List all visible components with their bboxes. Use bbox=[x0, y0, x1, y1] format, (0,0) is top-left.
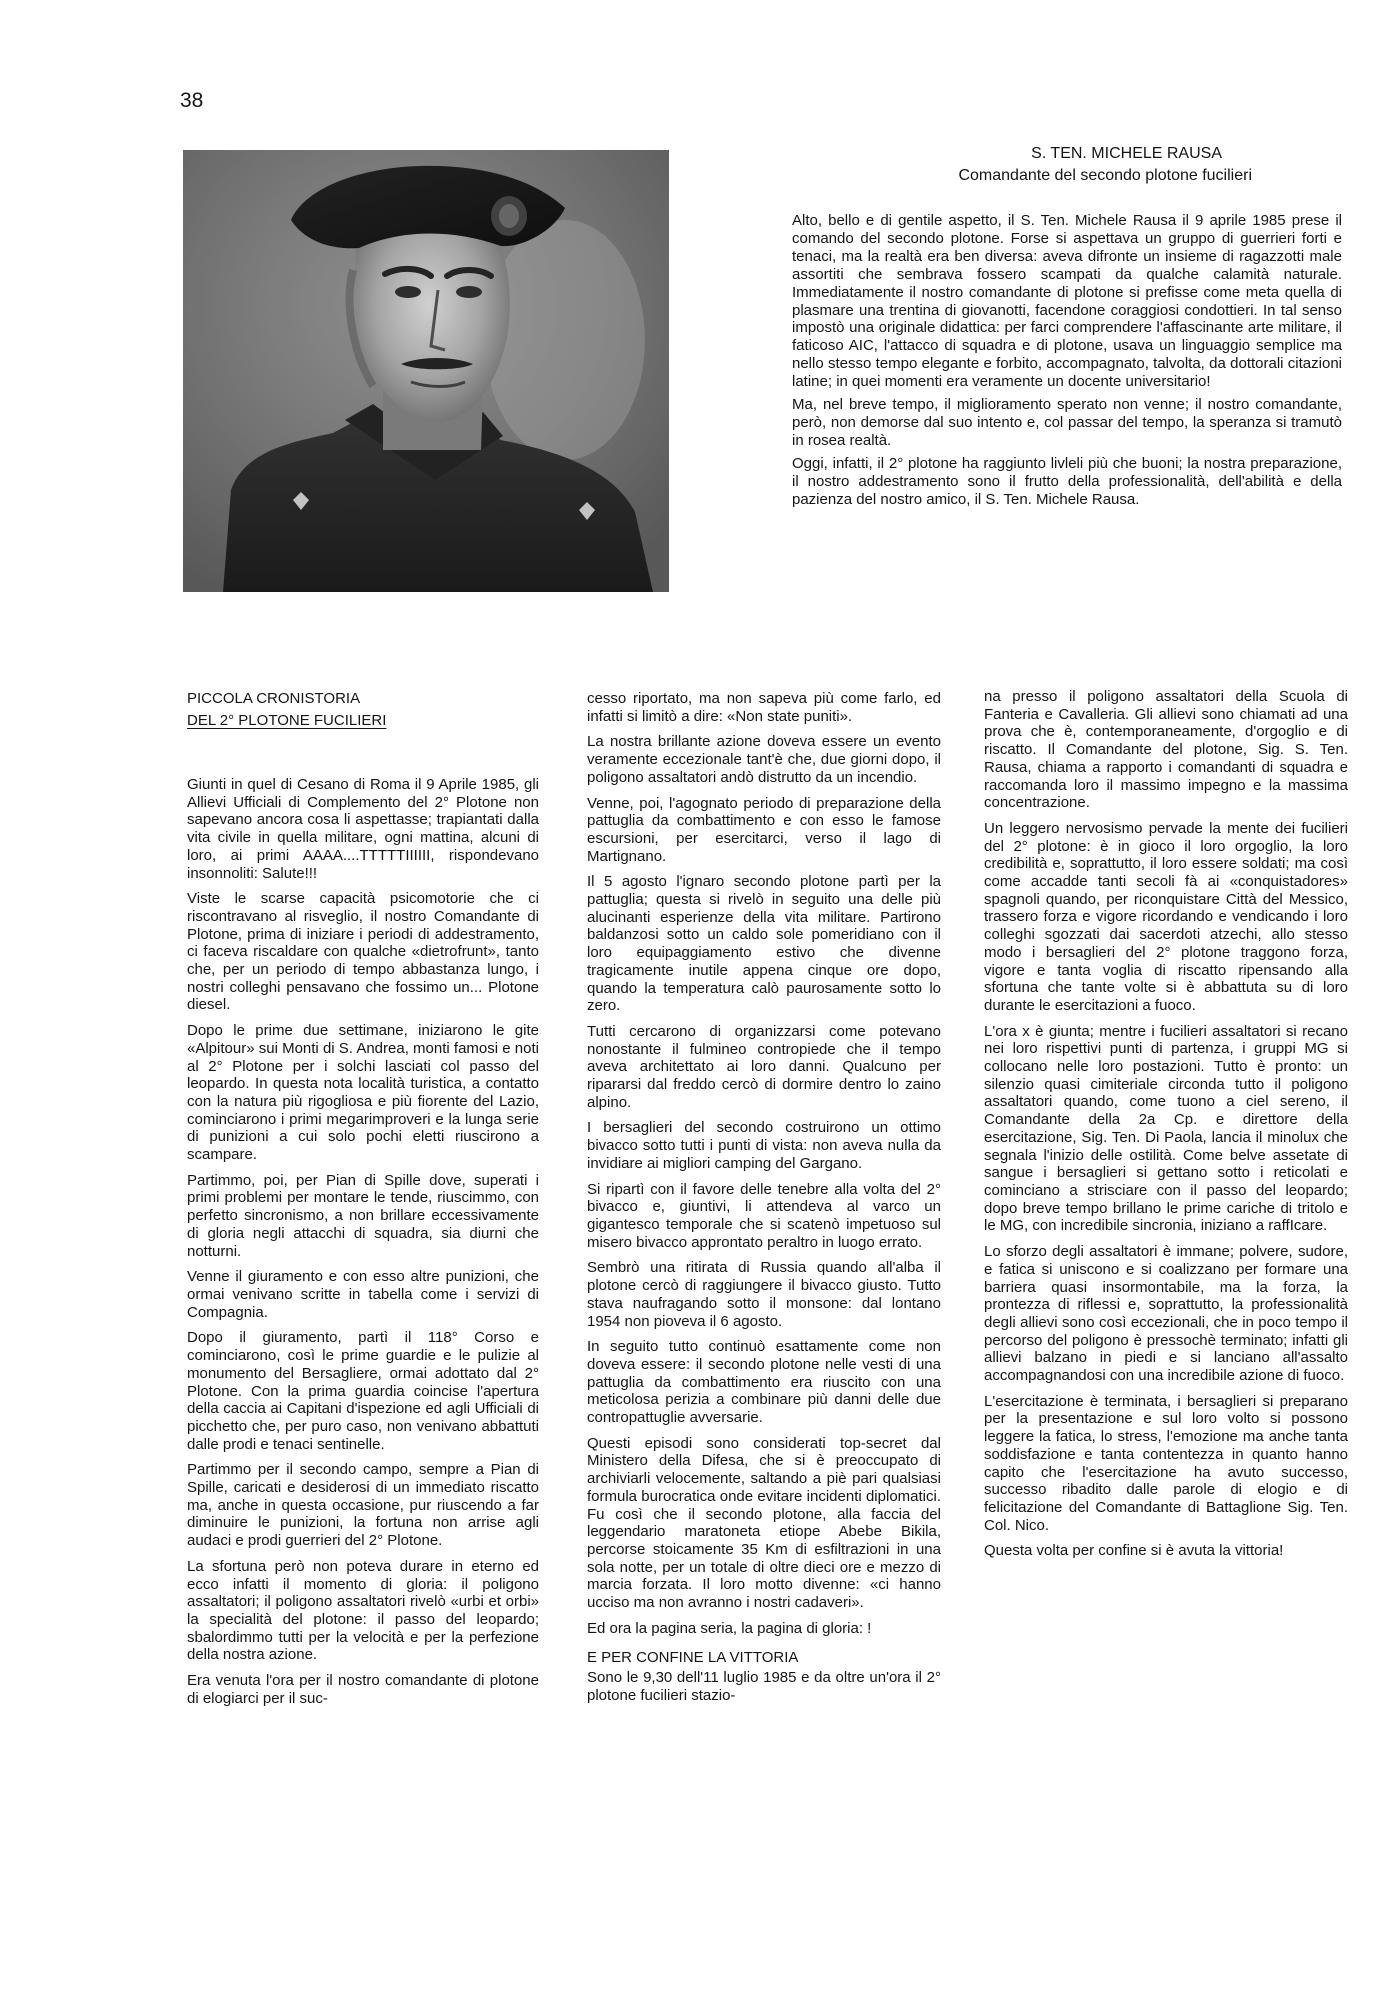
chronicle-paragraph: Partimmo, poi, per Pian di Spille dove, superati i primi problemi per montare le tende, riuscimmo, con perfetto sincronismo, a non brillare eccessivamente di gloria negli attacchi di squadra, sia diurni che notturni. bbox=[187, 1171, 539, 1260]
chronicle-paragraph: La sfortuna però non poteva durare in eterno ed ecco infatti il momento di gloria: il poligono assaltatori; il poligono assaltatori rivelò «urbi et orbi» la specialità del plotone: il passo del leopardo; sbalordimmo tutti per la velocità e per la perfezione della nostra azione. bbox=[187, 1557, 539, 1664]
chronicle-paragraph: Si ripartì con il favore delle tenebre alla volta del 2° bivacco e, giuntivi, li attendeva al varco un gigantesco temporale che si scatenò impetuoso sul misero bivacco approntato peraltro in luogo errato. bbox=[587, 1180, 941, 1251]
chronicle-paragraph: Questi episodi sono considerati top-secret dal Ministero della Difesa, che si è preoccupato di archiviarli velocemente, saltando a piè pari qualsiasi formula burocratica onde evitare incidenti diplomatici. Fu così che il secondo plotone, alla faccia del leggendario maratoneta etiope Abebe Bikila, percorse stoicamente 35 Km di esfiltrazioni in una sola notte, per un totale di oltre dieci ore e mezzo di marcia forzata. Il loro motto divenne: «ci hanno ucciso ma non avranno i nostri cadaveri». bbox=[587, 1434, 941, 1612]
intro-paragraph: Oggi, infatti, il 2° plotone ha raggiunto livleli più che buoni; la nostra preparazione, il nostro addestramento sono il frutto della professionalità, dell'abilità e della pazienza del nostro amico, il S. Ten. Michele Rausa. bbox=[792, 454, 1342, 508]
intro-text bbox=[792, 212, 1342, 509]
chronicle-right-column bbox=[984, 688, 1348, 1568]
chronicle-title bbox=[187, 688, 539, 732]
chronicle-paragraph: La nostra brillante azione doveva essere un evento veramente eccezionale tant'è che, due giorni dopo, il poligono assaltatori andò distrutto da un incendio. bbox=[587, 733, 941, 786]
victory-subtitle: E PER CONFINE LA VITTORIA bbox=[587, 1649, 799, 1667]
chronicle-paragraph: Un leggero nervosismo pervade la mente dei fucilieri del 2° plotone: è in gioco il loro orgoglio, la loro credibilità e, soprattutto, il loro essere soldati; ma così come accadde tanti secoli fà ai «conquistadores» spagnoli quando, per riconquistare Città del Messico, trassero forza e vigore ricordando e vendicando i loro colleghi sgozzati dai sacerdoti atzechi, allo stesso modo i bersaglieri del 2° plotone traggono forza, vigore e tanta voglia di riscatto ripensando alla sfortuna che tante volte si è abbattuta su di loro durante le esercitazioni a fuoco. bbox=[984, 819, 1348, 1014]
portrait-caption bbox=[792, 143, 1252, 186]
chronicle-paragraph: Viste le scarse capacità psicomotorie che ci riscontravano al risveglio, il nostro Comandante di Plotone, prima di iniziare i periodi di addestramento, ci faceva riscaldare con qualche «dietrofrunt», tanto che, per un periodo di tempo abbastanza lungo, i nostri colleghi pensavano che fossimo un... Plotone diesel. bbox=[187, 890, 539, 1014]
chronicle-paragraph: Giunti in quel di Cesano di Roma il 9 Aprile 1985, gli Allievi Ufficiali di Complemento del 2° Plotone non sapevano ancora cosa li aspettasse; trapiantati dalla vita civile in quella militare, ogni mattina, alcuni di loro, ai primi AAAA....TTTTTIIIIII, rispondevano insonnoliti: Salute!!! bbox=[187, 776, 539, 882]
chronicle-paragraph: Era venuta l'ora per il nostro comandante di plotone di elogiarci per il suc- bbox=[187, 1672, 539, 1707]
intro-paragraph: Alto, bello e di gentile aspetto, il S. Ten. Michele Rausa il 9 aprile 1985 prese il comando del secondo plotone. Forse si aspettava un gruppo di guerrieri forti e tenaci, ma la realtà era ben diversa: aveva difronte un insieme di ragazzotti male assortiti che sembrava fossero scampati da qualche calamità naturale. Immediatamente il nostro comandante di plotone si prefisse come meta quella di plasmare una trentina di giovanotti, facendone coraggiosi condottieri. In tal senso impostò una originale didattica: per farci comprendere l'affascinante arte militare, il faticoso AIC, l'attacco di squadra e di plotone, usava un linguaggio semplice ma nello stesso tempo elegante e forbito, accompagnato, talvolta, da dottorali citazioni latine; in quei momenti era veramente un docente universitario! bbox=[792, 212, 1342, 391]
intro-paragraph: Ma, nel breve tempo, il miglioramento sperato non venne; il nostro comandante, però, non demorse dal suo intento e, col passar del tempo, la speranza si tramutò in rosea realtà. bbox=[792, 396, 1342, 449]
chronicle-paragraph: L'esercitazione è terminata, i bersaglieri si preparano per la presentazione e sul loro volto si possono leggere la fatica, lo stress, l'emozione ma anche tanta soddisfazione e tanta contentezza in quanto hanno capito che l'esercitazione ha avuto successo, successo ribadito dalle parole di elogio e di felicitazione del Comandante di Battaglione Sig. Ten. Col. Nico. bbox=[984, 1392, 1348, 1534]
chronicle-middle-column bbox=[587, 690, 941, 1713]
chronicle-paragraph: Dopo il giuramento, partì il 118° Corso e cominciarono, così le prime guardie e le pulizie al monumento del Bersagliere, ormai adottato dal 2° Plotone. Con la prima guardia coincise l'apertura della caccia ai Capitani d'ispezione ed agli Ufficiali di picchetto che, per puro caso, non venivano abbattuti dalle prodi e tenaci sentinelle. bbox=[187, 1329, 539, 1453]
chronicle-title-line: PICCOLA CRONISTORIA bbox=[187, 690, 361, 707]
chronicle-paragraph: Partimmo per il secondo campo, sempre a Pian di Spille, caricati e desiderosi di un immediato riscatto ma, anche in questa occasione, pur riuscendo a far diminuire le punizioni, la fortuna non arrise agli audaci e prodi guerrieri del 2° Plotone. bbox=[187, 1461, 539, 1550]
page-number: 38 bbox=[180, 89, 204, 112]
chronicle-paragraph: Tutti cercarono di organizzarsi come potevano nonostante il fulmineo contropiede che il tempo aveva architettato ai loro danni. Qualcuno per ripararsi dal freddo cercò di dormire dentro lo zaino alpino. bbox=[587, 1022, 941, 1111]
chronicle-paragraph: Venne, poi, l'agognato periodo di preparazione della pattuglia da combattimento e con esso le famose escursioni, per esercitarci, verso il lago di Martignano. bbox=[587, 794, 941, 865]
chronicle-paragraph: I bersaglieri del secondo costruirono un ottimo bivacco sotto tutti i punti di vista: non aveva nulla da invidiare ai migliori camping del Gargano. bbox=[587, 1119, 941, 1172]
portrait-title: S. TEN. MICHELE RAUSA bbox=[1031, 145, 1222, 162]
chronicle-paragraph: Questa volta per confine si è avuta la vittoria! bbox=[984, 1542, 1284, 1560]
portrait-subtitle: Comandante del secondo plotone fucilieri bbox=[958, 166, 1252, 184]
chronicle-paragraph: Sembrò una ritirata di Russia quando all'alba il plotone cercò di raggiungere il bivacco giusto. Tutto stava naufragando sotto il monsone: dal lontano 1954 non pioveva il 6 agosto. bbox=[587, 1259, 941, 1330]
chronicle-paragraph: Dopo le prime due settimane, iniziarono le gite «Alpitour» sui Monti di S. Andrea, monti famosi e noti al 2° Plotone per i solchi lasciati col passo del leopardo. In questa nota località turistica, a contatto con la natura più rigogliosa e più fiorente del Lazio, cominciarono i primi megarimproveri e la lunga serie di punizioni a cui solo pochi eletti riuscirono a scampare. bbox=[187, 1022, 539, 1164]
chronicle-paragraph: Sono le 9,30 dell'11 luglio 1985 e da oltre un'ora il 2° plotone fucilieri stazio- bbox=[587, 1669, 941, 1705]
chronicle-paragraph: Venne il giuramento e con esso altre punizioni, che ormai venivano scritte in tabella come i servizi di Compagnia. bbox=[187, 1268, 539, 1321]
chronicle-paragraph: Lo sforzo degli assaltatori è immane; polvere, sudore, e fatica si uniscono e si coalizzano per formare una barriera quasi insormontabile, ma la forza, la prontezza di riflessi e, soprattutto, la professionalità degli allievi sono così eccezionali, che in poco tempo il percorso del poligono è pressochè terminato; infatti gli allievi balzano in piedi e si lanciano all'assalto accompagnandosi con una incredibile azione di fuoco. bbox=[984, 1243, 1348, 1385]
chronicle-title-line: DEL 2° PLOTONE FUCILIERI bbox=[187, 712, 387, 729]
chronicle-paragraph: Ed ora la pagina seria, la pagina di gloria: ! bbox=[587, 1619, 872, 1637]
portrait-photo bbox=[183, 150, 669, 592]
chronicle-paragraph: na presso il poligono assaltatori della Scuola di Fanteria e Cavalleria. Gli allievi sono chiamati ad una prova che è, contemporaneamente, d'orgoglio e di riscatto. Il Comandante del plotone, Sig. S. Ten. Rausa, chiama a rapporto i comandanti di squadra e raccomanda loro il massimo impegno e la massima concentrazione. bbox=[984, 688, 1348, 812]
chronicle-paragraph: In seguito tutto continuò esattamente come non doveva essere: il secondo plotone nelle vesti di una pattuglia da combattimento era riuscito con una meticolosa perizia a combinare più danni delle due contropattuglie avversarie. bbox=[587, 1338, 941, 1427]
chronicle-paragraph: cesso riportato, ma non sapeva più come farlo, ed infatti si limitò a dire: «Non state puniti». bbox=[587, 690, 941, 725]
chronicle-left-column bbox=[187, 688, 539, 1715]
chronicle-paragraph: L'ora x è giunta; mentre i fucilieri assaltatori si recano nei loro rispettivi punti di partenza, i gruppi MG si collocano nelle loro postazioni. Tutto è pronto: un silenzio quasi cimiteriale circonda tutto il poligono assaltatori quando, come tuono a ciel sereno, il Comandante della 2a Cp. e direttore della esercitazione, Sig. Ten. Di Paola, lancia il minolux che segnala l'inizio delle ostilità. Come belve assetate di sangue i bersaglieri si gettano sotto i reticolati e cominciano a strisciare con il passo del leopardo; dopo breve tempo brillano le prime cariche di tritolo e le MG, con incredibile sincronia, iniziano a raffIcare. bbox=[984, 1022, 1348, 1235]
chronicle-paragraph: Il 5 agosto l'ignaro secondo plotone partì per la pattuglia; questa si rivelò in seguito una delle più alucinanti esperienze della vita militare. Partirono baldanzosi sotto un caldo sole pomeridiano con il loro equipaggiamento estivo che divenne tragicamente inutile appena cinque ore dopo, quando la temperatura calò paurosamente sotto lo zero. bbox=[587, 873, 941, 1015]
